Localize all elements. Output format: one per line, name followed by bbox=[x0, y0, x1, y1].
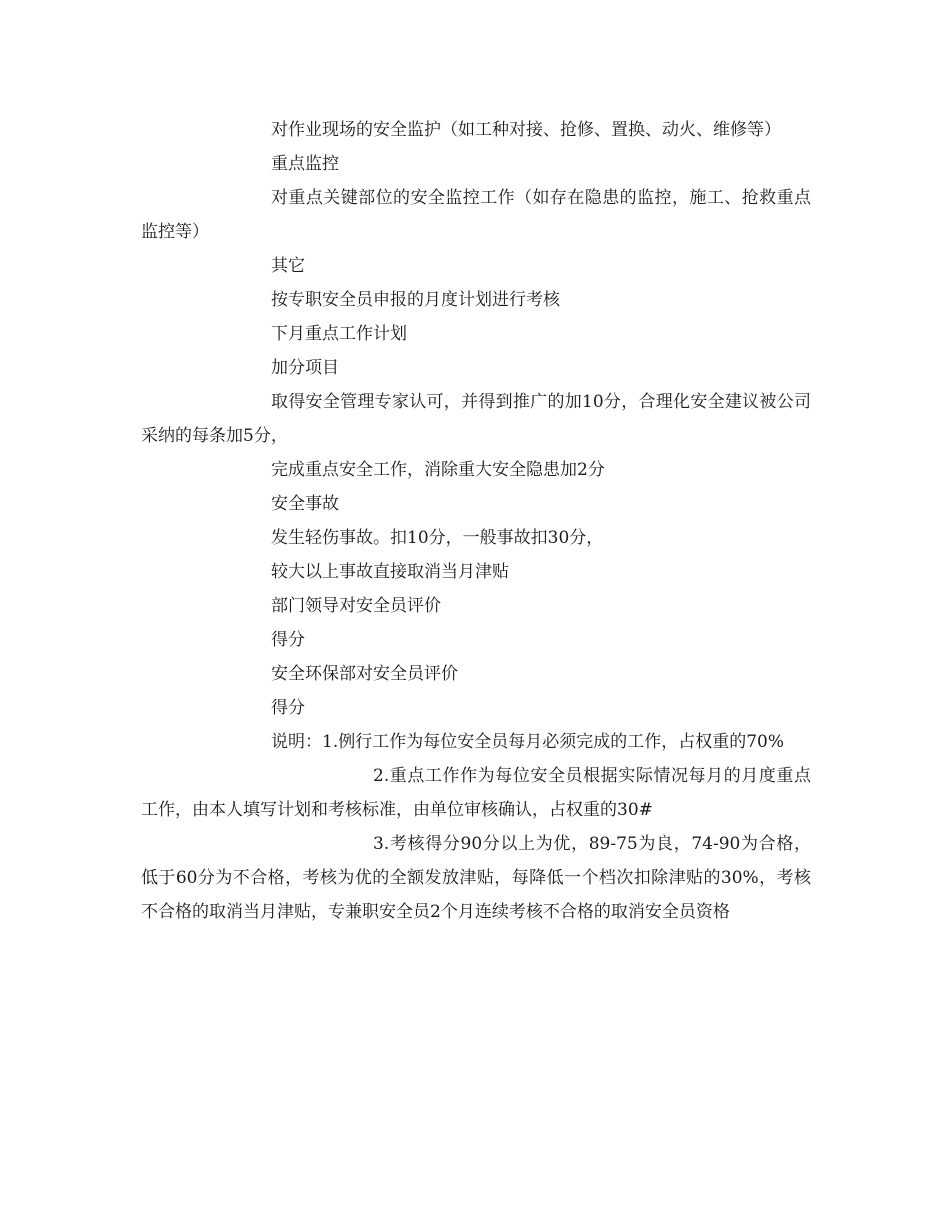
heading-env-evaluation: 安全环保部对安全员评价 bbox=[271, 664, 458, 684]
heading-key-monitoring: 重点监控 bbox=[271, 154, 339, 174]
heading-dept-evaluation: 部门领导对安全员评价 bbox=[271, 596, 441, 616]
paragraph-major-accident: 较大以上事故直接取消当月津贴 bbox=[271, 562, 509, 582]
label-score-env: 得分 bbox=[271, 698, 305, 718]
heading-next-month-plan: 下月重点工作计划 bbox=[271, 324, 407, 344]
label-score-dept: 得分 bbox=[271, 630, 305, 650]
heading-other: 其它 bbox=[271, 256, 305, 276]
note-item-1: 说明：1.例行工作为每位安全员每月必须完成的工作，占权重的70% bbox=[271, 732, 785, 752]
heading-safety-accident: 安全事故 bbox=[271, 494, 339, 514]
paragraph-key-monitoring: 对重点关键部位的安全监控工作（如存在隐患的监控，施工、抢救重点监控等） bbox=[141, 188, 811, 242]
paragraph-bonus-hazard: 完成重点安全工作，消除重大安全隐患加2分 bbox=[271, 460, 605, 480]
paragraph-safety-supervision: 对作业现场的安全监护（如工种对接、抢修、置换、动火、维修等） bbox=[271, 120, 781, 140]
document-body bbox=[141, 113, 811, 929]
paragraph-monthly-plan: 按专职安全员申报的月度计划进行考核 bbox=[271, 290, 560, 310]
paragraph-accident-deduction: 发生轻伤事故。扣10分，一般事故扣30分， bbox=[271, 528, 604, 548]
heading-bonus-items: 加分项目 bbox=[271, 358, 339, 378]
paragraph-bonus-expert: 取得安全管理专家认可，并得到推广的加10分，合理化安全建议被公司采纳的每条加5分， bbox=[141, 392, 811, 446]
note-item-2: 2.重点工作作为每位安全员根据实际情况每月的月度重点工作，由本人填写计划和考核标准，由单位审核确认，占权重的30# bbox=[141, 766, 811, 820]
note-item-3: 3.考核得分90分以上为优，89-75为良，74-90为合格，低于60分为不合格，考核为优的全额发放津贴，每降低一个档次扣除津贴的30%，考核不合格的取消当月津贴，专兼职安全员2个月连续考核不合格的取消安全员资格 bbox=[141, 834, 811, 922]
